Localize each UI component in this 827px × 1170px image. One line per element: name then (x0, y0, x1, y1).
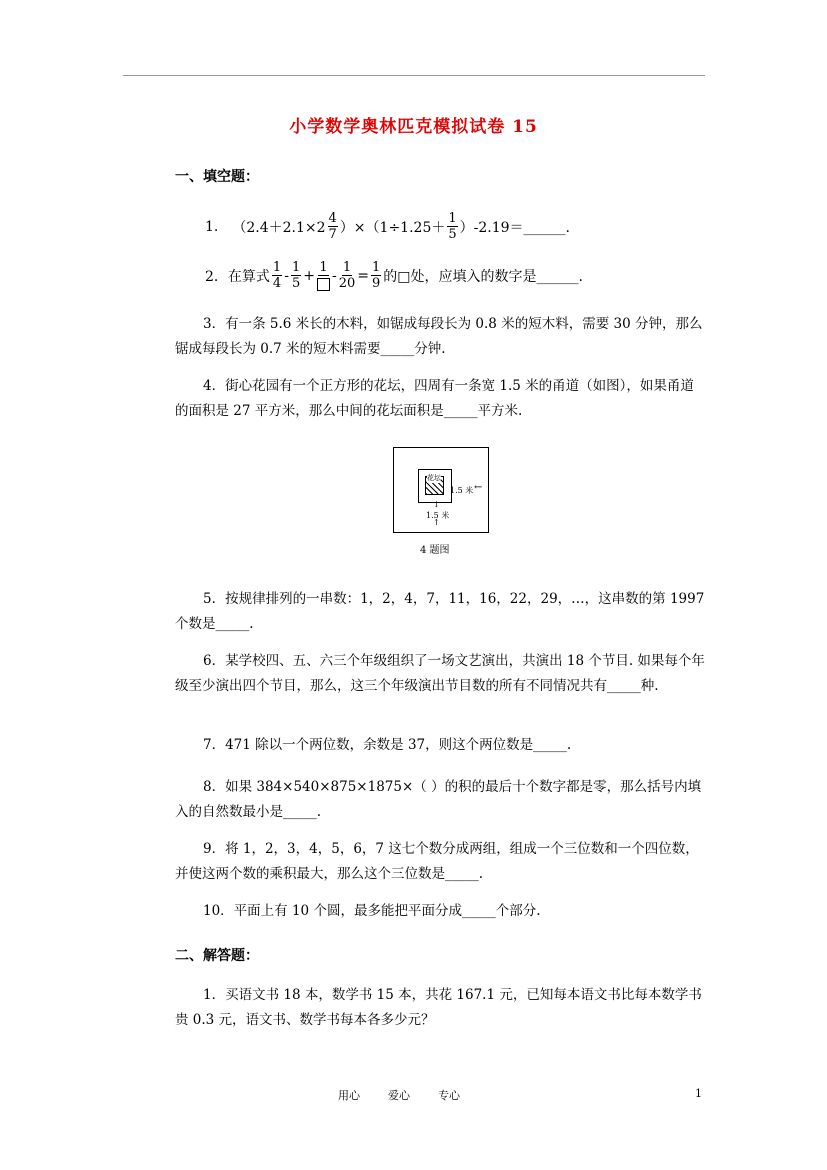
q2-e-denominator: 9 (371, 276, 381, 291)
q2-c-numerator: 1 (319, 260, 328, 275)
question-4: 4．街心花园有一个正方形的花坛，四周有一条宽 1.5 米的甬道（如图），如果甬道的面积是 27 平方米，那么中间的花坛面积是_____平方米. (175, 378, 694, 419)
footer-text-1: 用心 (338, 1089, 360, 1102)
answer-question-1: 1．买语文书 18 本，数学书 15 本，共花 167.1 元，已知每本语文书比每本数学书贵 0.3 元，语文书、数学书每本各多少元？ (175, 987, 702, 1028)
question-2 (205, 260, 583, 291)
section-fill-in-heading: 一、填空题： (175, 169, 259, 185)
q1-number: 1. (205, 218, 219, 235)
blank-box-icon (317, 278, 330, 291)
q2-fraction-c (317, 260, 330, 291)
path-square (418, 469, 452, 503)
q2-plus: + (303, 267, 315, 284)
arrow-down-icon: ↓ (433, 500, 440, 509)
question-3: 3．有一条 5.6 米长的木料，如锯成每段长为 0.8 米的短木料，需要 30 分钟，那么锯成每段长为 0.7 米的短木料需要_____分钟. (175, 316, 703, 357)
width-label-right: 1.5 米 (450, 486, 474, 495)
q2-fraction-d (339, 260, 356, 291)
q1-part1: （2.4＋2.1×2 (232, 219, 326, 236)
q1-mixed-fraction (328, 211, 338, 242)
figure-caption: 4 题图 (420, 545, 450, 556)
flower-bed-label: 花坛 (427, 474, 441, 482)
q1-mixed-denominator: 7 (328, 227, 337, 242)
page-title: 小学数学奥林匹克模拟试卷 15 (289, 117, 538, 137)
q2-a-numerator: 1 (272, 260, 282, 275)
question-9: 9．将 1，2，3，4，5，6，7 这七个数分成两组，组成一个三位数和一个四位数，并使这两个数的乘积最大，那么这个三位数是_____. (175, 841, 699, 882)
q2-suffix: 的□处，应填入的数字是______. (383, 268, 583, 285)
q2-fraction-b (291, 260, 301, 291)
section-solve-heading: 二、解答题： (175, 948, 259, 964)
arrow-left-icon: ← (474, 482, 483, 493)
question-8: 8．如果 384×540×875×1875×（ ）的积的最后十个数字都是零，那么括号内填入的自然数最小是_____. (175, 779, 702, 820)
footer-text-3: 专心 (438, 1089, 460, 1102)
q1-mixed-numerator: 4 (328, 211, 337, 226)
arrow-up-icon: ↑ (433, 518, 440, 527)
q2-a-denominator: 4 (272, 276, 282, 291)
q2-equals: = (357, 267, 369, 284)
q1-part3: ）-2.19＝______. (459, 219, 570, 236)
footer-text-2: 爱心 (388, 1089, 410, 1102)
q1-frac-numerator: 1 (448, 211, 457, 226)
header-rule (123, 75, 705, 76)
q1-frac-denominator: 5 (448, 227, 457, 242)
q2-d-denominator: 20 (338, 276, 356, 291)
q1-fraction (447, 211, 457, 242)
question-10: 10．平面上有 10 个圆，最多能把平面分成_____个部分. (203, 903, 541, 919)
q2-e-numerator: 1 (371, 260, 381, 275)
question-5: 5．按规律排列的一串数：1，2，4，7，11，16，22，29，…，这串数的第 1997 个数是_____. (175, 591, 705, 632)
page-number: 1 (695, 1087, 702, 1100)
question-6: 6．某学校四、五、六三个年级组织了一场文艺演出，共演出 18 个节目. 如果每个年级至少演出四个节目，那么，这三个年级演出节目数的所有不同情况共有_____种. (175, 653, 705, 694)
question-1 (205, 211, 570, 242)
q2-minus-2: - (331, 267, 337, 284)
q1-part2: ）×（1÷1.25＋ (339, 219, 446, 236)
question-7: 7．471 除以一个两位数，余数是 37，则这个两位数是_____. (203, 737, 572, 753)
q2-b-denominator: 5 (291, 276, 301, 291)
q2-d-numerator: 1 (342, 260, 352, 275)
q2-fraction-a (272, 260, 282, 291)
q2-fraction-e (371, 260, 381, 291)
width-label-bottom: 1.5 米 (426, 511, 450, 520)
figure-square-garden (393, 447, 489, 533)
q2-prefix: 2．在算式 (205, 268, 270, 285)
q2-minus-1: - (284, 267, 289, 284)
q2-b-numerator: 1 (291, 260, 301, 275)
